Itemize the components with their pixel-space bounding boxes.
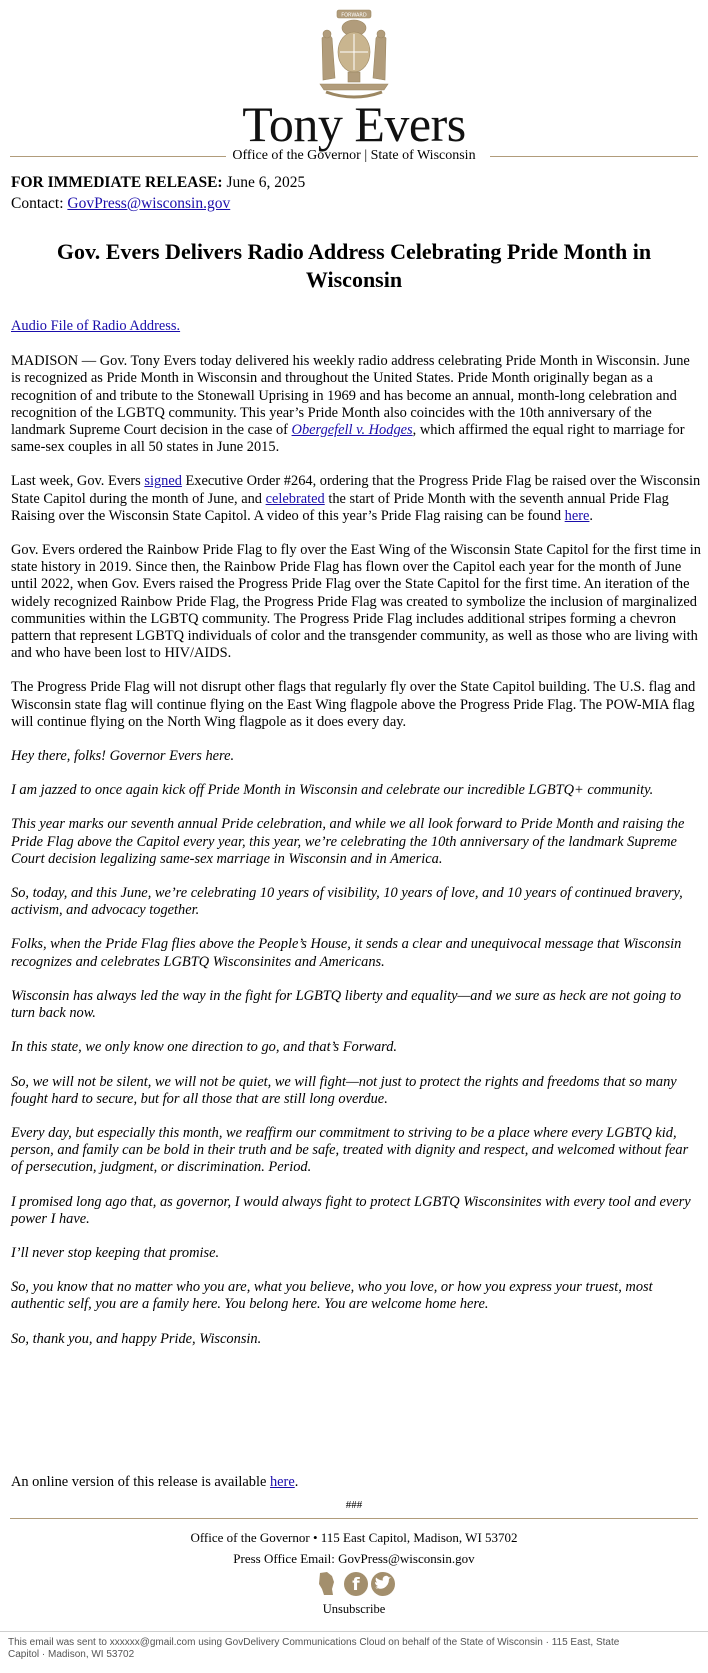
footer xyxy=(0,1527,708,1569)
paragraph-flags: The Progress Pride Flag will not disrupt other flags that regularly fly over the State Capitol building. The U.S. flag and Wisconsin state flag will continue flying on the East Wing flagpole above the Progress Pride Flag. The POW-MIA flag will continue flying on the North Wing flagpole as it does every day. xyxy=(11,679,696,730)
online-version-line: An online version of this release is available here. xyxy=(11,1474,299,1490)
quote-paragraph: So, we will not be silent, we will not be quiet, we will fight—not just to protect the rights and freedoms that so many fought hard to secure, but for all those that are still long overdue. xyxy=(11,1073,677,1107)
facebook-icon[interactable] xyxy=(344,1572,368,1596)
office-subtitle: Office of the Governor | State of Wisconsin xyxy=(232,148,476,163)
quote-paragraph: I’ll never stop keeping that promise. xyxy=(11,1244,220,1261)
quote-paragraph: In this state, we only know one direction to go, and that’s Forward. xyxy=(11,1039,397,1056)
release-body xyxy=(11,318,701,1365)
celebrated-link[interactable]: celebrated xyxy=(265,490,325,507)
svg-text:f: f xyxy=(352,1575,360,1595)
quote-paragraph: Folks, when the Pride Flag flies above the People’s House, it sends a clear and unequivocal message that Wisconsin recognizes and celebrates LGBTQ Wisconsinites and Americans. xyxy=(11,936,682,970)
quote-paragraph: So, you know that no matter who you are, what you believe, who you love, or how you express your truest, most authentic self, you are a family here. You belong here. You are welcome home here. xyxy=(11,1279,653,1313)
obergefell-link[interactable]: Obergefell v. Hodges xyxy=(291,422,413,439)
quote-paragraph: I am jazzed to once again kick off Pride Month in Wisconsin and celebrate our incredible LGBTQ+ community. xyxy=(11,782,654,799)
contact-line xyxy=(11,193,305,214)
release-label: FOR IMMEDIATE RELEASE: xyxy=(11,174,223,191)
contact-label: Contact: xyxy=(11,195,68,212)
paragraph-executive-order: Last week, Gov. Evers signed Executive Order #264, ordering that the Progress Pride Flag be raised over the Wisconsin State Capitol during the month of June, and celebrated the start of Pride Month with the seventh annual Pride Flag Raising over the Wisconsin State Capitol. A video of this year’s Pride Flag raising can be found here. xyxy=(11,473,701,524)
video-here-link[interactable]: here xyxy=(564,507,590,524)
footer-divider xyxy=(10,1518,698,1519)
release-line xyxy=(11,172,305,193)
online-version-link[interactable]: here xyxy=(269,1474,295,1490)
footer-press-email: Press Office Email: GovPress@wisconsin.gov xyxy=(233,1551,475,1566)
email-header xyxy=(0,0,708,170)
svg-text:FORWARD: FORWARD xyxy=(341,12,367,19)
release-date: June 6, 2025 xyxy=(222,174,306,191)
quote-paragraph: This year marks our seventh annual Pride celebration, and while we all look forward to Pride Month and raising the Pride Flag above the Capitol every year, this year, we’re celebrating the 10th anniversary of the landmark Supreme Court decision legalizing same-sex marriage in Wisconsin and in America. xyxy=(11,816,685,867)
contact-email-link[interactable]: GovPress@wisconsin.gov xyxy=(67,195,231,212)
release-title: Gov. Evers Delivers Radio Address Celebrating Pride Month in Wisconsin xyxy=(56,239,652,292)
twitter-icon[interactable] xyxy=(371,1572,395,1596)
governor-name: Tony Evers xyxy=(242,96,466,152)
quote-paragraph: Wisconsin has always led the way in the fight for LGBTQ liberty and equality—and we sure as heck are not going to turn back now. xyxy=(11,987,682,1022)
notice-divider xyxy=(0,1631,708,1632)
paragraph-history: Gov. Evers ordered the Rainbow Pride Flag to fly over the East Wing of the Wisconsin State Capitol for the first time in state history in 2019. Since then, the Rainbow Pride Flag has flown over the Capitol each year for the month of June until 2022, when Gov. Evers raised the Progress Pride Flag over the State Capitol for the first time. An iteration of the widely recognized Rainbow Pride Flag, the Progress Pride Flag was created to symbolize the inclusion of marginalized communities within the LGBTQ community. The Progress Pride Flag includes additional stripes forming a chevron pattern that represent LGBTQ individuals of color and the transgender community, as well as those who are living with and who have been lost to HIV/AIDS. xyxy=(11,542,701,662)
paragraph-intro: MADISON — Gov. Tony Evers today delivered his weekly radio address celebrating Pride Month in Wisconsin. June is recognized as Pride Month in Wisconsin and throughout the United States. Pride Month originally began as a recognition of and tribute to the Stonewall Uprising in 1969 and has become an annual, month-long celebration and recognition of the LGBTQ community. This year’s Pride Month also coincides with the 10th anniversary of the landmark Supreme Court decision in the case of Obergefell v. Hodges, which affirmed the equal right to marriage for same-sex couples in all 50 states in June 2015. xyxy=(11,353,690,456)
audio-file-link[interactable]: Audio File of Radio Address. xyxy=(11,318,181,334)
quote-paragraph: I promised long ago that, as governor, I would always fight to protect LGBTQ Wisconsinites with every tool and every power I have. xyxy=(11,1193,691,1227)
wisconsin-seal-icon xyxy=(312,8,396,104)
quote-paragraph: So, thank you, and happy Pride, Wisconsin. xyxy=(11,1330,262,1347)
quote-paragraph: Hey there, folks! Governor Evers here. xyxy=(11,748,235,765)
end-marker: ### xyxy=(345,1499,363,1511)
quote-paragraph: So, today, and this June, we’re celebrating 10 years of visibility, 10 years of love, and 10 years of continued bravery, activism, and advocacy together. xyxy=(11,885,683,919)
wisconsin-state-icon[interactable] xyxy=(319,1572,334,1595)
unsubscribe-link[interactable]: Unsubscribe xyxy=(322,1602,386,1616)
header-divider-right xyxy=(490,156,698,157)
signed-link[interactable]: signed xyxy=(144,473,182,490)
social-icons xyxy=(316,1570,396,1598)
quote-paragraph: Every day, but especially this month, we reaffirm our commitment to striving to be a place where every LGBTQ kid, person, and family can be bold in their truth and be safe, treated with dignity and respect, and welcomed without fear of persecution, judgment, or discrimination. Period. xyxy=(11,1124,689,1176)
footer-address: Office of the Governor • 115 East Capitol, Madison, WI 53702 xyxy=(190,1530,518,1545)
release-meta xyxy=(11,172,305,214)
delivery-notice: This email was sent to xxxxxx@gmail.com using GovDelivery Communications Cloud on behalf of the State of Wisconsin · 115 East, State Capitol · Madison, WI 53702 xyxy=(8,1637,620,1660)
